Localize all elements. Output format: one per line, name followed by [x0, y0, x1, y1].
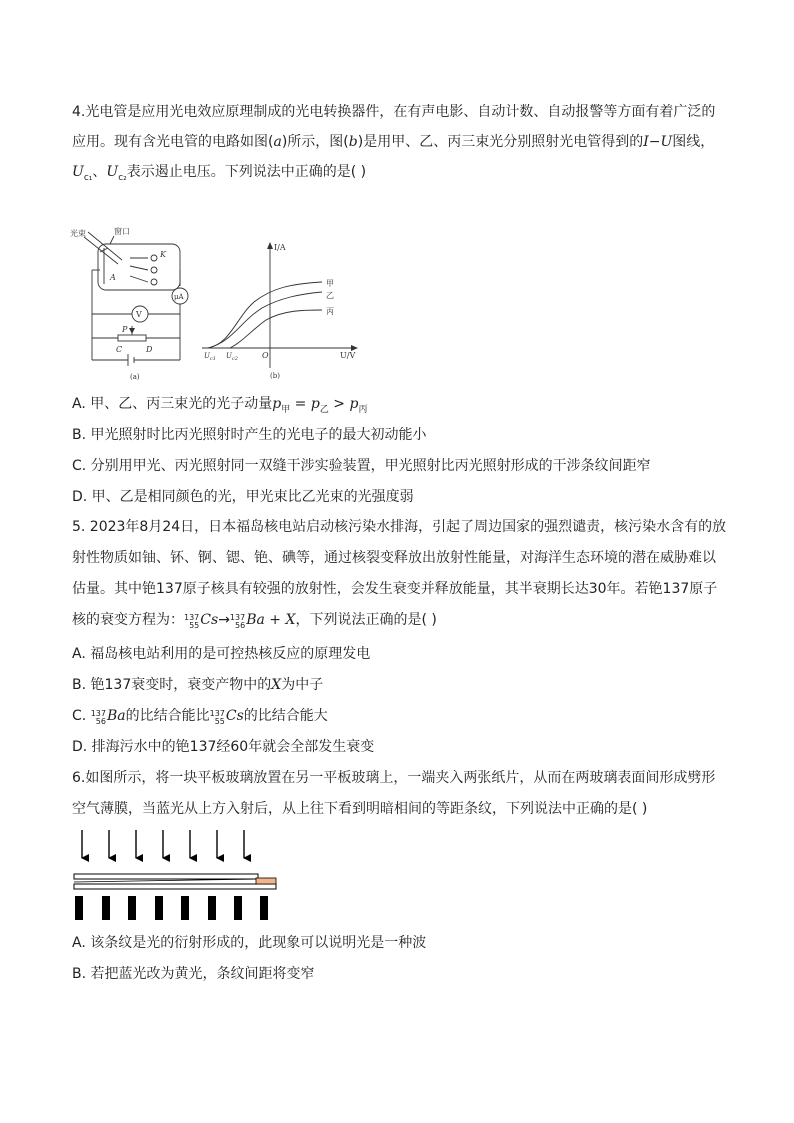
ba-nuclide: 137 56 — [229, 613, 246, 630]
q5-option-d: D. 排海污水中的铯137经60年就会全部发生衰变 — [72, 739, 375, 755]
beam-label: 光束 — [70, 229, 86, 238]
circuit-diagram — [70, 222, 198, 382]
q4-option-b: B. 甲光照射时比丙光照射时产生的光电子的最大初动能小 — [72, 427, 427, 443]
curve-jia — [208, 282, 322, 348]
fringe — [155, 896, 163, 920]
q5-stem-line-4: 核的衰变方程为： 137 55 Cs→ 137 56 Ba + X，下列说法正确的是( ) — [72, 612, 437, 630]
q5-option-c: C. 137 56 Ba的比结合能比 137 55 Cs的比结合能大 — [72, 708, 328, 726]
y-axis-label: I/A — [274, 243, 286, 252]
q6-option-b: B. 若把蓝光改为黄光，条纹间距将变窄 — [72, 966, 315, 982]
curve-label-bing: 丙 — [326, 307, 334, 316]
caption-a: (a) — [130, 373, 140, 381]
cs-nuclide: 137 55 — [184, 613, 200, 630]
q4-stem-line-2: 应用。现有含光电管的电路如图(a)所示，图(b)是用甲、乙、丙三束光分别照射光电管得到的I−U图线， — [72, 134, 715, 150]
fringe — [260, 896, 268, 920]
fringe — [128, 896, 136, 920]
uc1-tick-label: $U_{c1}$ — [204, 352, 216, 362]
voltmeter-label: V — [136, 310, 142, 319]
fringe — [208, 896, 216, 920]
fringe — [234, 896, 242, 920]
x-axis-label: U/V — [340, 351, 356, 360]
curve-bing — [230, 310, 322, 348]
top-glass — [74, 874, 258, 879]
cathode-label: K — [160, 250, 166, 259]
q5-option-a: A. 福岛核电站利用的是可控热核反应的原理发电 — [72, 646, 371, 662]
q4-stem-line-1: 4.光电管是应用光电效应原理制成的光电转换器件，在有声电影、自动计数、自动报警等方面有着广泛的 — [72, 104, 716, 120]
q5-stem-line-2: 射性物质如铀、钚、锕、锶、铯、碘等，通过核裂变释放出放射性能量，对海洋生态环境的潜在威胁难以 — [72, 550, 716, 566]
fringe — [102, 896, 110, 920]
q4-option-d: D. 甲、乙是相同颜色的光，甲光束比乙光束的光强度弱 — [72, 489, 414, 505]
slider-label: P — [122, 325, 128, 334]
curve-yi — [208, 292, 322, 348]
wedge-film-diagram — [70, 828, 290, 924]
q4-option-c: C. 分别用甲光、丙光照射同一双缝干涉实验装置，甲光照射比丙光照射形成的干涉条纹间距窄 — [72, 458, 651, 474]
q6-stem-line-1: 6.如图所示，将一块平板玻璃放置在另一平板玻璃上，一端夹入两张纸片，从而在两玻璃表面间形成劈形 — [72, 770, 716, 786]
caption-b: (b) — [270, 372, 280, 380]
fringe — [181, 896, 189, 920]
q4-option-a: A. 甲、乙、丙三束光的光子动量$p_甲 = p_乙 > p_丙$ — [72, 396, 368, 415]
iu-graph — [200, 240, 360, 380]
q5-stem-line-1: 5. 2023年8月24日，日本福岛核电站启动核污染水排海，引起了周边国家的强烈谴责，核污染水含有的放 — [72, 519, 727, 535]
anode-label: A — [110, 273, 116, 282]
d-label: D — [146, 345, 153, 354]
q4-stem-line-3: $U_{c_1}$、$U_{c_2}$表示遏止电压。下列说法中正确的是( ) — [72, 164, 367, 183]
bottom-glass-plate — [74, 884, 276, 889]
q5-option-b: B. 铯137衰变时，衰变产物中的X为中子 — [72, 677, 324, 693]
q6-option-a: A. 该条纹是光的衍射形成的，此现象可以说明光是一种波 — [72, 935, 427, 951]
microammeter-label: μA — [174, 293, 184, 301]
fringe — [75, 896, 83, 920]
q6-stem-line-2: 空气薄膜，当蓝光从上方入射后，从上往下看到明暗相间的等距条纹，下列说法中正确的是( ) — [72, 801, 648, 817]
window-label: 窗口 — [114, 227, 130, 236]
curve-label-jia: 甲 — [326, 279, 334, 288]
q5-stem-line-3: 估量。其中铯137原子核具有较强的放射性，会发生衰变并释放能量，其半衰期长达30年。若铯137原子 — [72, 581, 718, 597]
origin-label: O — [262, 351, 269, 360]
uc2-tick-label: $U_{c2}$ — [226, 352, 238, 362]
paper-strip — [256, 878, 276, 884]
c-label: C — [116, 345, 123, 354]
curve-label-yi: 乙 — [326, 291, 334, 300]
